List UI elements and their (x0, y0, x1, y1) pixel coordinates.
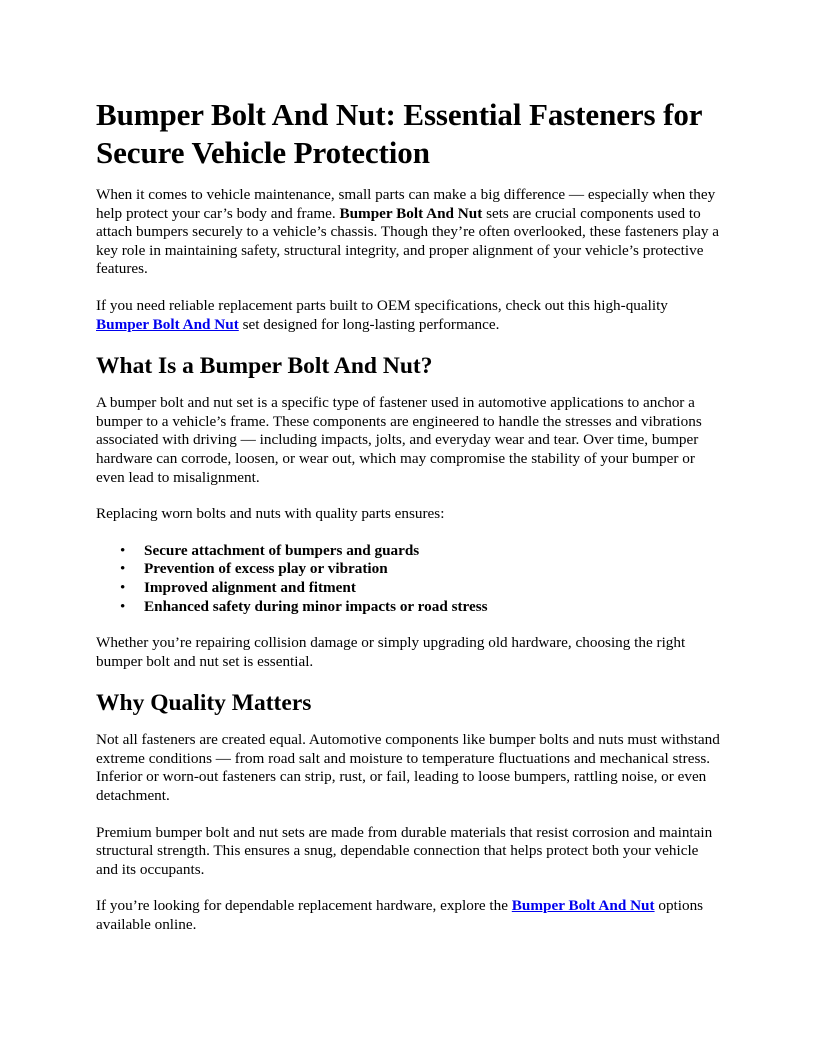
quality-paragraph-1: Not all fasteners are created equal. Automotive components like bumper bolts and nuts must withstand extreme conditions — from road salt and moisture to temperature fluctuations and mechanical stress. Inferior or worn-out fasteners can strip, rust, or fail, leading to loose bumpers, rattling noise, or even detachment. (96, 731, 720, 805)
bullet-icon: • (120, 578, 126, 596)
oem-paragraph (96, 297, 722, 334)
list-item (120, 597, 722, 617)
product-link-1[interactable]: Bumper Bolt And Nut (96, 315, 239, 333)
oem-text-end: set designed for long-lasting performance. (238, 315, 500, 333)
benefits-list (96, 542, 722, 616)
explore-paragraph (96, 897, 722, 934)
list-item (120, 541, 722, 561)
list-item-text: Improved alignment and fitment (144, 578, 356, 596)
list-item (120, 578, 722, 598)
bullet-icon: • (120, 541, 126, 559)
bullet-icon: • (120, 560, 126, 578)
document-page (96, 96, 722, 953)
oem-text-start: If you need reliable replacement parts built to OEM specifications, check out this high-quality (96, 296, 668, 314)
list-item-text: Prevention of excess play or vibration (144, 560, 388, 578)
ensures-paragraph: Replacing worn bolts and nuts with quality parts ensures: (96, 505, 445, 523)
explore-text-start: If you’re looking for dependable replacement hardware, explore the (96, 897, 512, 915)
list-item-text: Enhanced safety during minor impacts or road stress (144, 597, 488, 615)
explore-text-end: options available online. (96, 897, 704, 934)
product-link-2[interactable]: Bumper Bolt And Nut (511, 897, 655, 915)
list-item-text: Secure attachment of bumpers and guards (144, 541, 420, 559)
intro-paragraph (96, 186, 722, 279)
intro-text-end: sets are crucial components used to attach bumpers securely to a vehicle’s chassis. Though they’re often overlooked, these fasteners play a key role in maintaining safety, structural integrity, and proper alignment of your vehicle’s protective features. (96, 204, 720, 278)
section-heading-what-is: What Is a Bumper Bolt And Nut? (96, 353, 433, 380)
intro-text-start: When it comes to vehicle maintenance, small parts can make a big difference — especially when they help protect your car’s body and frame. (96, 186, 716, 222)
section-heading-quality: Why Quality Matters (96, 690, 312, 717)
list-item (120, 560, 722, 579)
bullet-icon: • (120, 597, 126, 615)
what-is-paragraph: A bumper bolt and nut set is a specific type of fastener used in automotive applications to anchor a bumper to a vehicle’s frame. These components are engineered to handle the stresses and vibrations associated with driving — including impacts, jolts, and everyday wear and tear. Over time, bumper hardware can corrode, loosen, or wear out, which may compromise the stability of your bumper or even lead to misalignment. (96, 394, 702, 486)
quality-paragraph-2: Premium bumper bolt and nut sets are made from durable materials that resist corrosion and maintain structural strength. This ensures a snug, dependable connection that helps protect both your vehicle and its occupants. (96, 823, 713, 878)
intro-bold-product: Bumper Bolt And Nut (339, 204, 483, 222)
repair-paragraph: Whether you’re repairing collision damage or simply upgrading old hardware, choosing the right bumper bolt and nut set is essential. (96, 634, 686, 670)
page-title: Bumper Bolt And Nut: Essential Fasteners for Secure Vehicle Protection (96, 97, 702, 170)
